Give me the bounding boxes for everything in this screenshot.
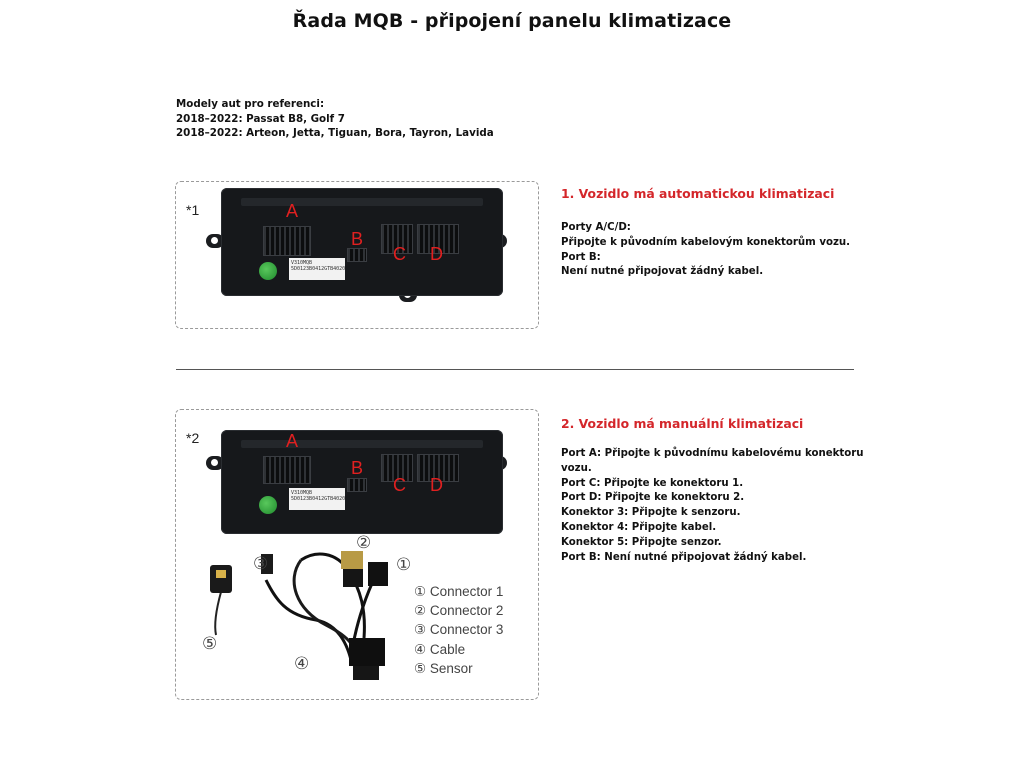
section-divider	[176, 369, 854, 370]
callout-cable: ④	[294, 654, 310, 673]
callout-connector-1: ①	[396, 555, 412, 574]
page-title: Řada MQB - připojení panelu klimatizace	[292, 10, 732, 32]
section-title-automatic: 1. Vozidlo má automatickou klimatizaci	[561, 186, 835, 201]
instruction-line: Konektor 4: Připojte kabel.	[561, 521, 717, 533]
connector-4-plug	[353, 666, 379, 680]
sensor-wire	[215, 592, 221, 635]
instruction-line: Port B:	[561, 251, 601, 263]
instruction-line: Port A: Připojte k původnímu kabelovému konektoru	[561, 448, 864, 459]
figure-automatic-panel	[175, 181, 539, 329]
models-line: 2018–2022: Arteon, Jetta, Tiguan, Bora, Tayron, Lavida	[176, 127, 494, 139]
instruction-line: vozu.	[561, 462, 592, 474]
port-a-connector	[263, 226, 311, 256]
reference-models	[176, 97, 494, 141]
instruction-line: Port C: Připojte ke konektoru 1.	[561, 477, 744, 489]
legend-item: ⑤ Sensor	[414, 660, 473, 676]
port-b-connector	[347, 248, 367, 262]
connector-2-plug	[341, 551, 363, 569]
section-title-manual: 2. Vozidlo má manuální klimatizaci	[561, 416, 804, 431]
sensor-tip	[216, 570, 226, 578]
section-body-manual	[561, 447, 864, 565]
port-label-a: A	[286, 431, 299, 451]
instruction-line: Konektor 3: Připojte k senzoru.	[561, 507, 741, 519]
port-label-c: C	[393, 244, 406, 264]
figure-mark: *1	[186, 202, 200, 218]
instruction-line: Není nutné připojovat žádný kabel.	[561, 266, 764, 278]
connector-2-housing	[343, 569, 363, 587]
models-line: 2018–2022: Passat B8, Golf 7	[176, 112, 345, 125]
port-label-d: D	[430, 475, 443, 495]
legend-item: ① Connector 1	[414, 584, 504, 599]
instruction-line: Port D: Připojte ke konektoru 2.	[561, 492, 745, 504]
climate-panel-back-photo	[221, 188, 503, 296]
callout-connector-3: ③	[253, 554, 269, 573]
sensor-body	[210, 565, 232, 593]
callout-sensor: ⑤	[202, 634, 218, 653]
legend-item: ④ Cable	[414, 641, 466, 657]
callout-connector-2: ②	[356, 533, 372, 552]
port-label-c: C	[393, 475, 406, 495]
legend-item: ③ Connector 3	[414, 622, 504, 638]
instruction-line: Připojte k původním kabelovým konektorům vozu.	[561, 236, 851, 248]
parts-legend	[414, 582, 503, 678]
legend-item: ② Connector 2	[414, 603, 504, 619]
harness-wire	[266, 580, 351, 660]
port-label-a: A	[286, 201, 299, 221]
figure-mark: *2	[186, 430, 200, 446]
section-body-automatic	[561, 221, 850, 280]
part-label-sticker: V310MQB 5D0123B0412GTB4020	[289, 488, 345, 510]
part-label-sticker: V310MQB 5D0123B0412GTB4020	[289, 258, 345, 280]
connector-1-plug	[368, 562, 388, 586]
models-heading: Modely aut pro referenci:	[176, 98, 325, 110]
port-label-b: B	[351, 458, 364, 478]
instruction-line: Porty A/C/D:	[561, 222, 631, 233]
cable-junction-box	[349, 638, 385, 666]
instruction-line: Port B: Není nutné připojovat žádný kabel.	[561, 551, 807, 563]
instruction-line: Konektor 5: Připojte senzor.	[561, 536, 722, 548]
port-label-d: D	[430, 244, 443, 264]
port-label-b: B	[351, 229, 364, 249]
green-sticker	[259, 262, 277, 280]
